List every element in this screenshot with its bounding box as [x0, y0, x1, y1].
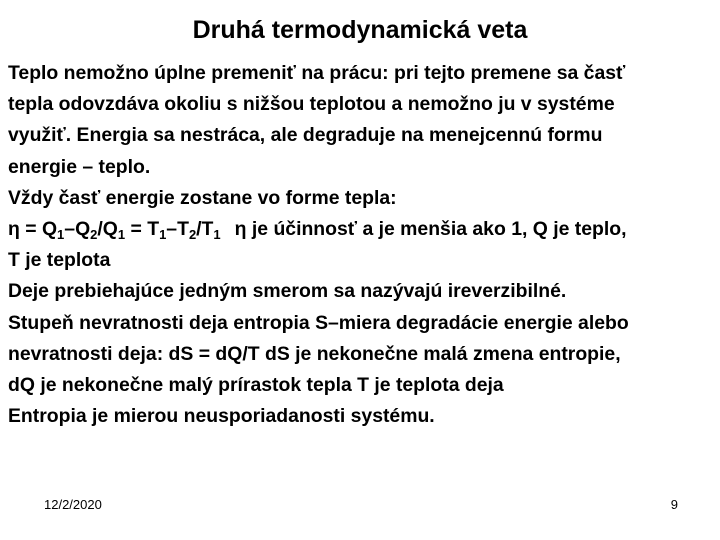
subscript: 1	[57, 226, 65, 242]
formula-part: –Q	[64, 217, 91, 240]
text-line-5: Vždy časť energie zostane vo forme tepla:	[8, 186, 397, 209]
slide-body	[8, 58, 716, 432]
eta-symbol: η	[234, 217, 247, 240]
text-line-12: Entropia je mierou neusporiadanosti systému.	[8, 405, 435, 428]
text-line-11: dQ je nekonečne malý prírastok tepla T je teplota deja	[8, 373, 504, 396]
text-line-9: Stupeň nevratnosti deja entropia S–miera degradácie energie alebo	[8, 311, 629, 334]
footer-date: 12/2/2020	[44, 497, 102, 512]
formula-part: /T	[196, 217, 214, 240]
formula-part: = T	[125, 217, 160, 240]
formula-part: –T	[166, 217, 189, 240]
text-line-3: využiť. Energia sa nestráca, ale degraduje na menejcennú formu	[8, 124, 603, 147]
subscript: 2	[188, 226, 197, 242]
text-line-7: T je teplota	[8, 249, 111, 272]
subscript: 1	[159, 226, 167, 242]
subscript: 2	[90, 226, 98, 242]
formula-explanation: je účinnosť a je menšia ako 1, Q je teplo,	[246, 217, 627, 240]
subscript: 1	[117, 226, 126, 242]
text-line-4: energie – teplo.	[8, 155, 151, 178]
text-line-10: nevratnosti deja: dS = dQ/T dS je nekonečne malá zmena entropie,	[8, 342, 621, 365]
efficiency-formula-line	[8, 214, 716, 245]
formula-part: = Q	[19, 217, 58, 240]
subscript: 1	[213, 226, 221, 242]
footer-page-number: 9	[670, 497, 678, 512]
eta-symbol: η	[8, 217, 20, 240]
slide-title: Druhá termodynamická veta	[192, 16, 528, 44]
text-line-2: tepla odovzdáva okoliu s nižšou teplotou a nemožno ju v systéme	[8, 93, 615, 116]
text-line-8: Deje prebiehajúce jedným smerom sa nazývajú ireverzibilné.	[8, 280, 567, 303]
formula-part: /Q	[97, 217, 118, 240]
text-line-1: Teplo nemožno úplne premeniť na prácu: pri tejto premene sa časť	[8, 62, 626, 84]
